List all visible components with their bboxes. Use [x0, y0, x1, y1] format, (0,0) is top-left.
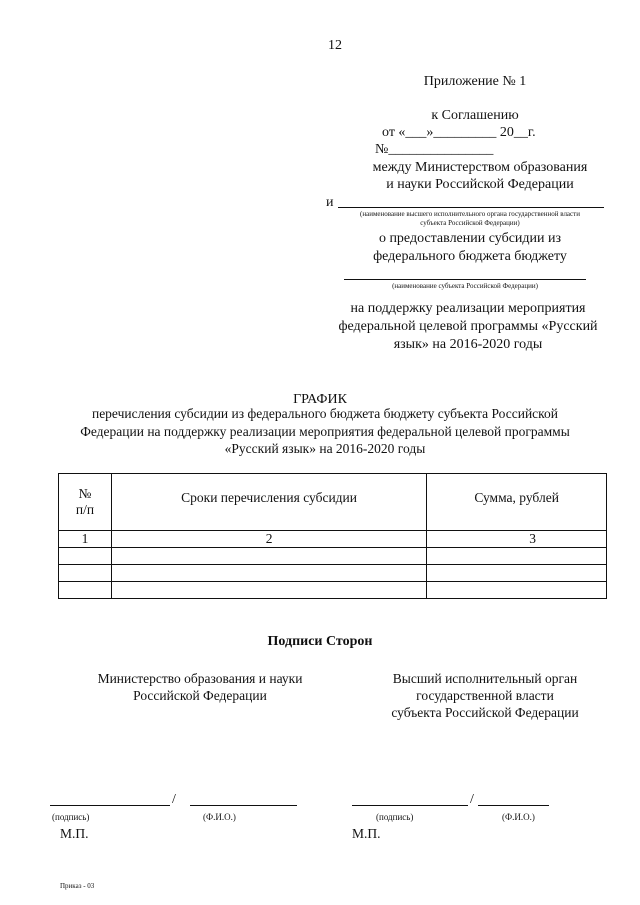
schedule-subtitle-3: «Русский язык» на 2016-2020 годы [224, 441, 426, 456]
to-agreement: к Соглашению [431, 108, 519, 123]
appendix-title: Приложение № 1 [423, 74, 527, 89]
header-transfer-dates: Сроки перечисления субсидии [111, 474, 426, 531]
right-stamp: М.П. [352, 826, 381, 841]
right-party-line-1: Высший исполнительный орган [392, 671, 578, 686]
right-name-caption: (Ф.И.О.) [502, 812, 535, 822]
column-number-cell: 3 [427, 531, 607, 548]
table-cell[interactable] [59, 565, 112, 582]
right-signature-caption: (подпись) [376, 812, 414, 822]
subject-caption: (наименование субъекта Российской Федерации) [392, 282, 538, 290]
between-line-1: между Министерством образования [372, 160, 588, 175]
table-cell[interactable] [111, 565, 426, 582]
right-name-line[interactable] [478, 805, 549, 806]
footer-order-label: Приказ - 03 [60, 882, 95, 890]
table-row [59, 548, 607, 565]
and-label: и [326, 195, 334, 210]
schedule-title: ГРАФИК [293, 392, 347, 407]
left-party-line-1: Министерство образования и науки [97, 671, 303, 686]
subsidy-line-2: федерального бюджета бюджету [373, 249, 567, 264]
right-party-line-2: государственной власти [416, 688, 554, 703]
left-signature-caption: (подпись) [52, 812, 90, 822]
header-number-line-1: № [78, 486, 92, 501]
schedule-table [58, 473, 607, 599]
table-cell[interactable] [111, 548, 426, 565]
support-line-1: на поддержку реализации мероприятия [350, 301, 586, 316]
subsidy-line-1: о предоставлении субсидии из [378, 231, 562, 246]
table-row [59, 582, 607, 599]
subject-name-line [344, 279, 586, 280]
left-party-line-2: Российской Федерации [133, 688, 267, 703]
agreement-number-line: №_______________ [375, 142, 494, 157]
right-signature-line[interactable] [352, 805, 468, 806]
left-name-caption: (Ф.И.О.) [203, 812, 236, 822]
left-signature-line[interactable] [50, 805, 170, 806]
table-cell[interactable] [59, 582, 112, 599]
table-cell[interactable] [427, 548, 607, 565]
signatures-title: Подписи Сторон [267, 634, 373, 649]
column-number-cell: 1 [59, 531, 112, 548]
org-caption-1: (наименование высшего исполнительного органа государственной власти [360, 210, 580, 218]
support-line-2: федеральной целевой программы «Русский [338, 319, 598, 334]
table-cell[interactable] [427, 565, 607, 582]
table-row [59, 565, 607, 582]
header-number-line-2: п/п [75, 502, 95, 517]
table-cell[interactable] [59, 548, 112, 565]
schedule-subtitle-1: перечисления субсидии из федерального бюджета бюджету субъекта Российской [91, 406, 559, 421]
schedule-subtitle-2: Федерации на поддержку реализации мероприятия федеральной целевой программы [80, 424, 570, 439]
left-stamp: М.П. [60, 826, 89, 841]
right-party-line-3: субъекта Российской Федерации [391, 705, 579, 720]
between-line-2: и науки Российской Федерации [386, 177, 574, 192]
org-name-line [338, 207, 604, 208]
org-caption-2: субъекта Российской Федерации) [420, 219, 520, 227]
header-amount: Сумма, рублей [427, 474, 607, 531]
support-line-3: язык» на 2016-2020 годы [393, 337, 543, 352]
table-cell[interactable] [111, 582, 426, 599]
header-number [59, 474, 112, 531]
column-number-cell: 2 [111, 531, 426, 548]
table-header-row [59, 474, 607, 531]
agreement-date-line: от «___»_________ 20__г. [382, 125, 536, 140]
left-name-line[interactable] [190, 805, 297, 806]
table-cell[interactable] [427, 582, 607, 599]
right-slash: / [470, 792, 474, 807]
left-slash: / [172, 792, 176, 807]
column-number-row [59, 531, 607, 548]
page-number: 12 [328, 38, 342, 53]
